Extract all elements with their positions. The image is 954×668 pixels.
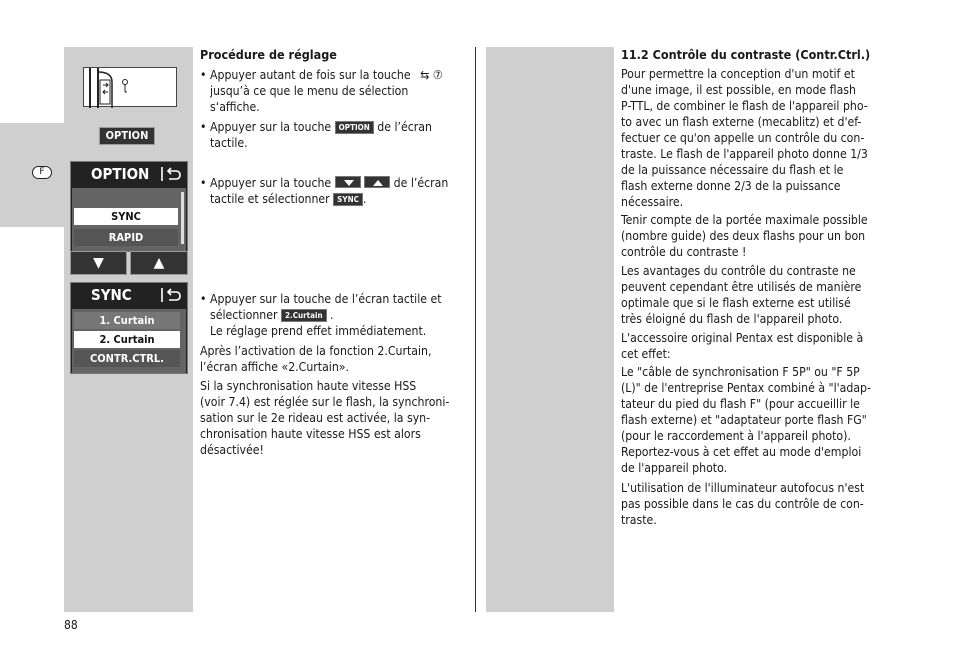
text-line: Pour permettre la conception d'un motif et bbox=[621, 67, 855, 81]
text-line: de l'appareil photo. bbox=[621, 461, 728, 475]
up-arrow-inline-icon bbox=[364, 176, 390, 188]
right-margin-column bbox=[486, 47, 614, 612]
step-4-line-c: Le réglage prend effet immédiatement. bbox=[210, 324, 427, 338]
sync-menu-list bbox=[72, 309, 186, 373]
text-line: Le "câble de synchronisation F 5P" ou "F 5P bbox=[621, 365, 860, 379]
column-divider bbox=[475, 47, 476, 612]
menu-item-sync[interactable]: SYNC bbox=[74, 208, 178, 225]
text-line: Les avantages du contrôle du contraste ne bbox=[621, 264, 856, 278]
down-arrow-button[interactable]: ▼ bbox=[70, 251, 127, 275]
sync-inline-chip: SYNC bbox=[333, 193, 363, 206]
menu-item-contr-ctrl[interactable]: CONTR.CTRL. bbox=[74, 350, 180, 367]
bullet-step-4: • Appuyer sur la touche de l’écran tactile et sélectionner 2.Curtain . Le réglage prend effet immédiatement. bbox=[200, 291, 470, 339]
text-line: Reportez-vous à cet effet au mode d'emploi bbox=[621, 445, 862, 459]
text-line: Si la synchronisation haute vitesse HSS bbox=[200, 379, 417, 393]
flash-key-illustration bbox=[83, 67, 177, 107]
sync-menu-title: SYNC bbox=[91, 286, 132, 304]
text-line: (pour le raccordement à l'appareil photo). bbox=[621, 429, 851, 443]
text-line: peuvent cependant être utilisés de manière bbox=[621, 280, 862, 294]
text-line: l’écran affiche «2.Curtain». bbox=[200, 360, 349, 374]
text-line: Tenir compte de la portée maximale possible bbox=[621, 213, 868, 227]
text-line: flash externe donne 2/3 de la puissance bbox=[621, 179, 841, 193]
scrollbar[interactable] bbox=[181, 192, 184, 244]
text-line: sation sur le 2e rideau est activée, la syn- bbox=[200, 411, 431, 425]
text-line: (L)" de l'entreprise Pentax combiné à "l'adap- bbox=[621, 381, 871, 395]
step-3-line-c: tactile et sélectionner bbox=[210, 192, 330, 206]
autofocus-paragraph bbox=[621, 480, 891, 528]
text-line: flash externe) et "adaptateur porte flash FG" bbox=[621, 413, 867, 427]
text-line: de la puissance nécessaire du flash et le bbox=[621, 163, 844, 177]
back-icon[interactable] bbox=[159, 162, 183, 186]
text-line: traste. bbox=[621, 513, 657, 527]
range-paragraph bbox=[621, 212, 891, 260]
text-line: optimale que si le flash externe est utilisé bbox=[621, 296, 851, 310]
text-line: chronisation haute vitesse HSS est alors bbox=[200, 427, 421, 441]
sync-menu-header bbox=[71, 283, 187, 307]
accessory-paragraph bbox=[621, 330, 891, 362]
cable-paragraph bbox=[621, 364, 891, 476]
key-number: ⑦ bbox=[432, 68, 443, 82]
text-line: (voir 7.4) est réglée sur le flash, la synchroni- bbox=[200, 395, 450, 409]
step-1-line-b: jusqu’à ce que le menu de sélection bbox=[210, 84, 409, 98]
text-line: traste. Le flash de l'appareil photo donne 1/3 bbox=[621, 147, 868, 161]
menu-item-rapid[interactable]: RAPID bbox=[74, 229, 178, 246]
language-badge: F bbox=[32, 166, 52, 179]
step-2-line-b: de l’écran bbox=[377, 120, 432, 134]
text-line: tateur du pied du flash F" (pour accueillir le bbox=[621, 397, 860, 411]
step-4-line-a: Appuyer sur la touche de l’écran tactile et bbox=[210, 292, 442, 306]
option-menu-header bbox=[71, 162, 187, 186]
step-4-line-b: sélectionner bbox=[210, 308, 278, 322]
up-arrow-button[interactable]: ▲ bbox=[130, 251, 188, 275]
option-menu-title: OPTION bbox=[91, 165, 150, 183]
text-line: cet effet: bbox=[621, 347, 671, 361]
text-line: désactivée! bbox=[200, 443, 264, 457]
text-line: contrôle du contraste ! bbox=[621, 245, 747, 259]
step-2-line-a: Appuyer sur la touche bbox=[210, 120, 332, 134]
back-icon[interactable] bbox=[159, 283, 183, 307]
text-line: to avec un flash externe (mecablitz) et d'ef- bbox=[621, 115, 862, 129]
arrow-keys bbox=[70, 251, 188, 275]
bullet-step-3: • Appuyer sur la touche de l’écran tactile et sélectionner SYNC . bbox=[200, 176, 449, 206]
hss-paragraph bbox=[200, 378, 470, 458]
text-line: Après l’activation de la fonction 2.Curtain, bbox=[200, 344, 432, 358]
down-arrow-inline-icon bbox=[335, 176, 361, 188]
text-line: nécessaire. bbox=[621, 195, 684, 209]
option-menu-screen bbox=[70, 161, 188, 252]
step-3-line-a: Appuyer sur la touche bbox=[210, 176, 332, 190]
text-line: très éloigné du flash de l'appareil photo. bbox=[621, 312, 843, 326]
text-line: L'accessoire original Pentax est disponible à bbox=[621, 331, 864, 345]
bullet-step-2: • Appuyer sur la touche OPTION de l’écran tactile. bbox=[200, 119, 470, 151]
step-2-line-c: tactile. bbox=[210, 136, 248, 150]
procedure-heading: Procédure de réglage bbox=[200, 47, 337, 62]
text-line: pas possible dans le cas du contrôle de con- bbox=[621, 497, 864, 511]
option-menu-list bbox=[72, 188, 186, 251]
menu-item-1-curtain[interactable]: 1. Curtain bbox=[74, 312, 180, 329]
step-3-line-b: de l’écran bbox=[393, 176, 449, 190]
sync-menu-screen bbox=[70, 282, 188, 374]
option-inline-chip: OPTION bbox=[335, 121, 374, 134]
bullet-step-1: • Appuyer autant de fois sur la touche ⇆ ⑦ jusqu’à ce que le menu de sélection s‘affiche. bbox=[200, 67, 470, 115]
section-heading: 11.2 Contrôle du contraste (Contr.Ctrl.) bbox=[621, 47, 871, 62]
menu-item-2-curtain[interactable]: 2. Curtain bbox=[74, 331, 180, 348]
step-1-line-c: s‘affiche. bbox=[210, 100, 260, 114]
text-line: d'une image, il est possible, en mode flash bbox=[621, 83, 856, 97]
page-number: 88 bbox=[64, 618, 78, 632]
text-line: L'utilisation de l'illuminateur autofocus n'est bbox=[621, 481, 865, 495]
step-1-line-a: Appuyer autant de fois sur la touche bbox=[210, 68, 411, 82]
curtain-inline-chip: 2.Curtain bbox=[281, 309, 327, 322]
after-activation-paragraph bbox=[200, 343, 470, 375]
flash-body-icon bbox=[84, 68, 178, 108]
option-key-chip[interactable]: OPTION bbox=[99, 127, 155, 145]
advantages-paragraph bbox=[621, 263, 891, 327]
mode-switch-icon: ⇆ bbox=[420, 68, 430, 82]
text-line: (nombre guide) des deux flashs pour un bon bbox=[621, 229, 866, 243]
text-line: fectuer ce qu'on appelle un contrôle du con- bbox=[621, 131, 865, 145]
intro-paragraph bbox=[621, 66, 891, 210]
text-line: P-TTL, de combiner le flash de l'appareil pho- bbox=[621, 99, 868, 113]
